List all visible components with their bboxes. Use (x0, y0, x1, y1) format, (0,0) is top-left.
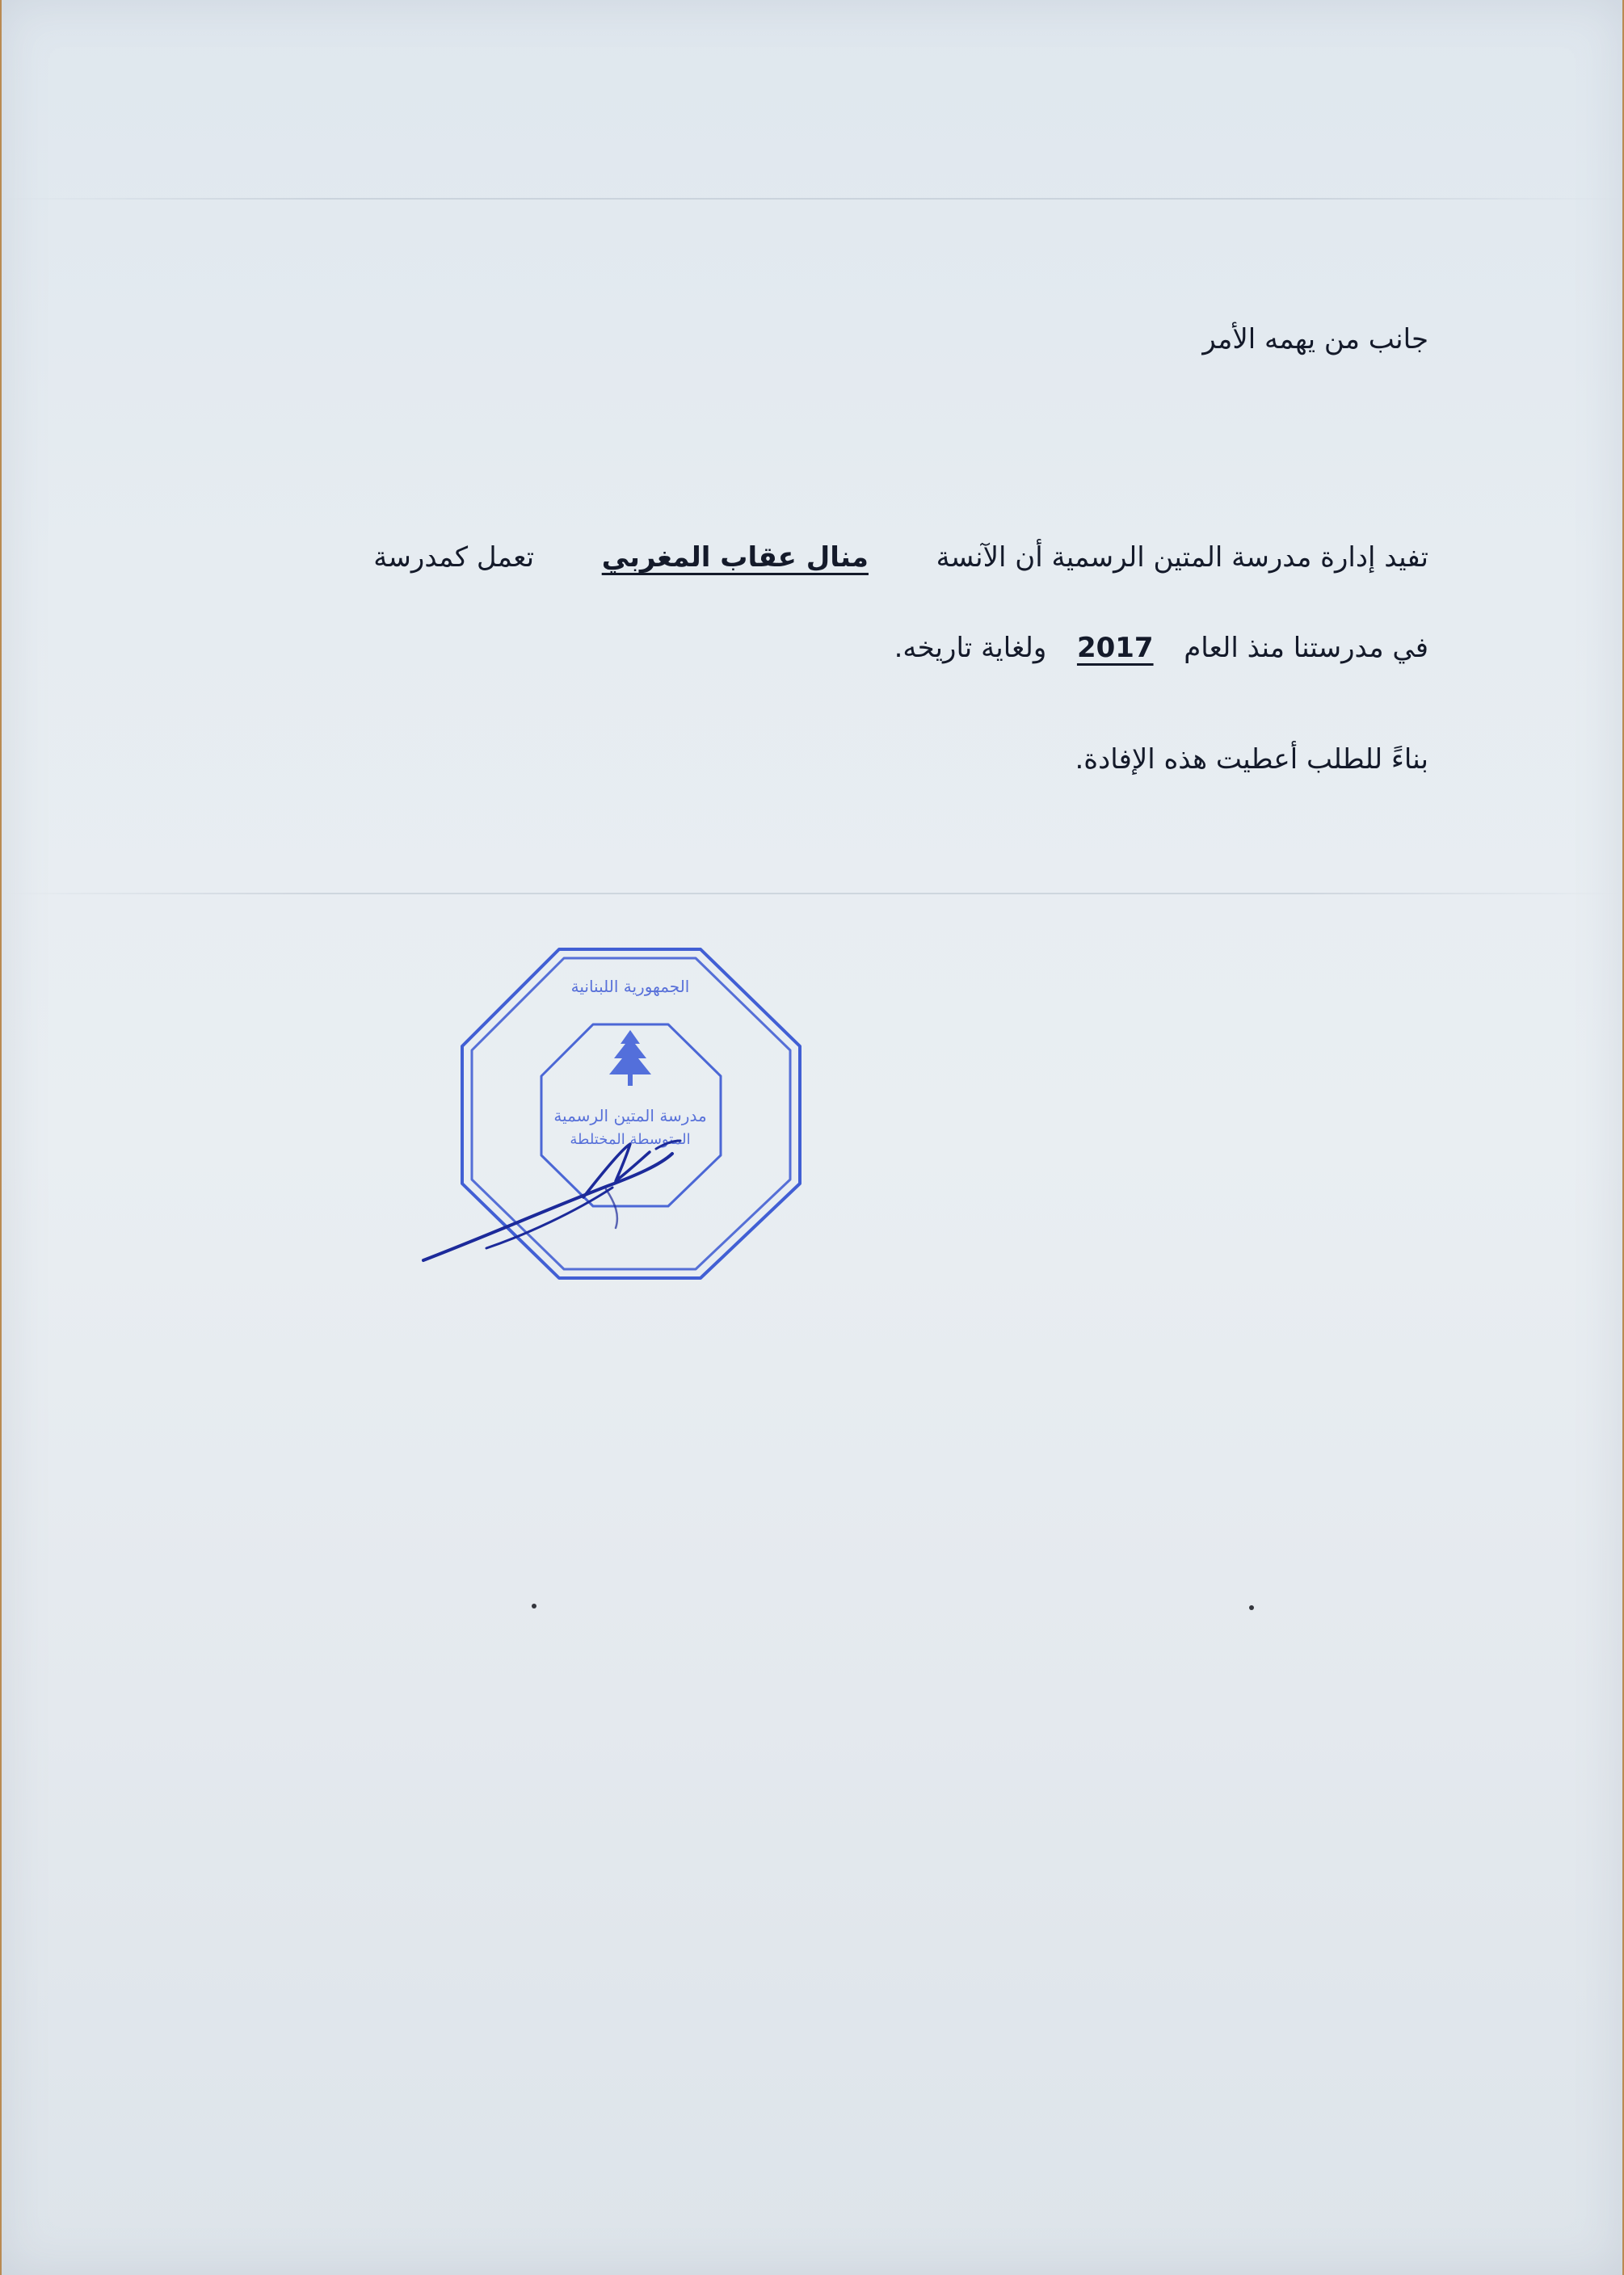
paper-fold-line (2, 893, 1622, 894)
stamp-outer-top: الجمهورية اللبنانية (570, 977, 690, 996)
stamp-inner-line-2: المتوسطة المختلطة (570, 1131, 691, 1148)
body-line-1 (373, 540, 1428, 575)
punch-mark (1249, 1605, 1254, 1610)
letter-page (2, 0, 1622, 2275)
teacher-name: منال عقاب المغربي (601, 541, 869, 574)
stamp-inner-line-1: مدرسة المتين الرسمية (553, 1106, 707, 1125)
body-line-2 (894, 630, 1428, 666)
salutation: جانب من يهمه الأمر (1202, 323, 1428, 355)
body-line-2-suffix: ولغاية تاريخه. (894, 632, 1047, 664)
body-line-2-prefix: في مدرستنا منذ العام (1184, 632, 1428, 664)
punch-mark (532, 1604, 536, 1608)
paper-fold-line (2, 198, 1622, 200)
body-line-1-suffix: تعمل كمدرسة (373, 541, 535, 574)
body-line-1-prefix: تفيد إدارة مدرسة المتين الرسمية أن الآنسة (936, 541, 1428, 574)
official-stamp (414, 929, 850, 1285)
start-year: 2017 (1076, 632, 1154, 664)
cedar-icon (609, 1030, 651, 1086)
closing-line: بناءً للطلب أعطيت هذه الإفادة. (1075, 743, 1428, 776)
